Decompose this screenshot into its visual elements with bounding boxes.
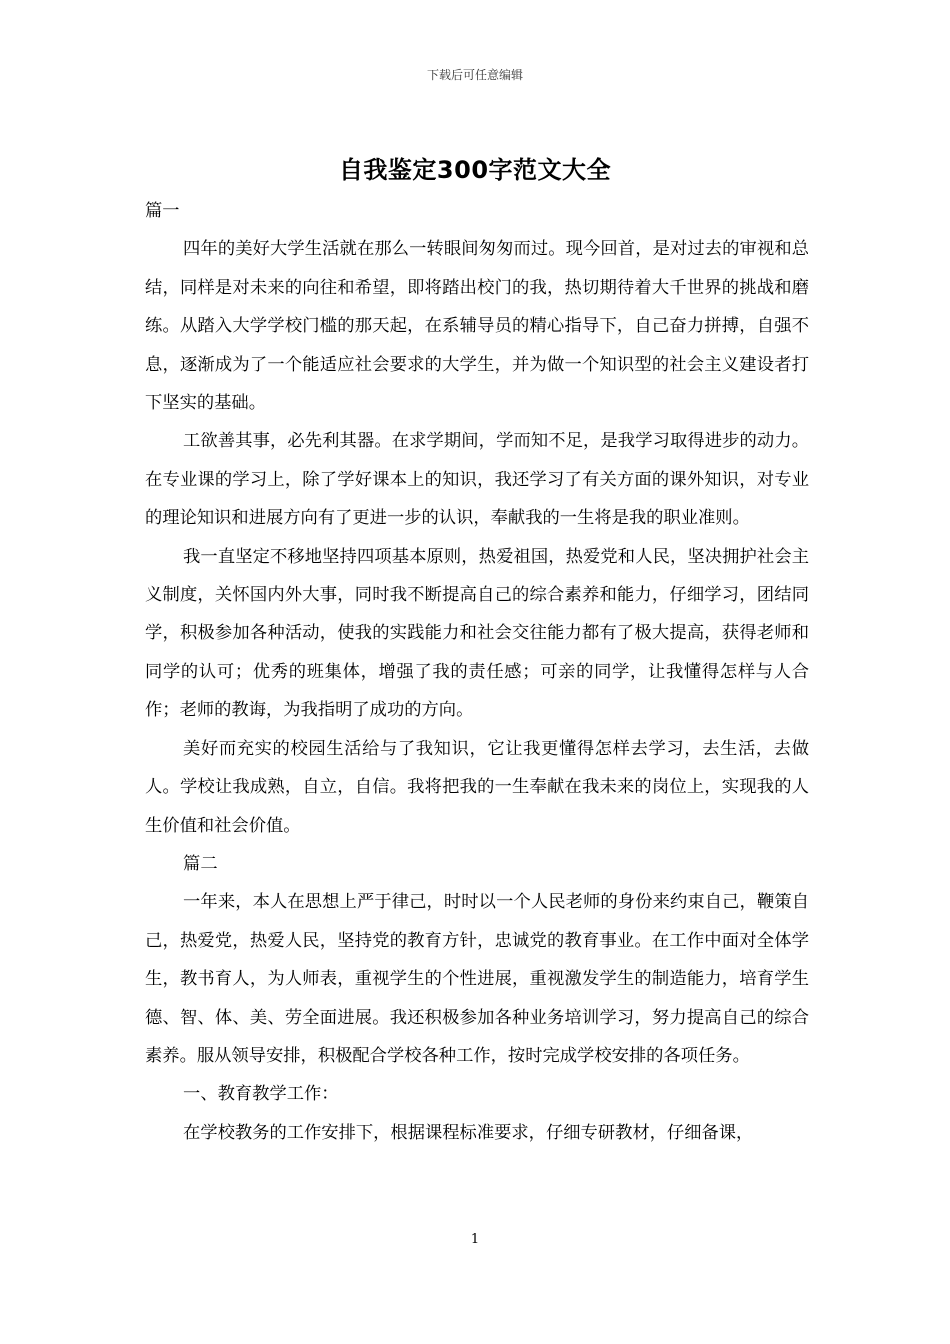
page-number: 1	[470, 1232, 480, 1247]
document-body	[145, 192, 809, 1152]
document-title: 自我鉴定300字范文大全	[338, 156, 612, 184]
paragraph: 四年的美好大学生活就在那么一转眼间匆匆而过。现今回首，是对过去的审视和总结，同样是对未来的向往和希望，即将踏出校门的我，热切期待着大千世界的挑战和磨练。从踏入大学学校门槛的那天起，在系辅导员的精心指导下，自己奋力拼搏，自强不息，逐渐成为了一个能适应社会要求的大学生，并为做一个知识型的社会主义建设者打下坚实的基础。	[145, 239, 809, 414]
paragraph: 在学校教务的工作安排下，根据课程标准要求，仔细专研教材，仔细备课，	[183, 1122, 754, 1143]
section-heading-1: 篇一	[145, 201, 180, 221]
page-header-note: 下载后可任意编辑	[426, 68, 523, 82]
section-heading-2: 篇二	[183, 853, 218, 874]
paragraph: 美好而充实的校园生活给与了我知识，它让我更懂得怎样去学习，去生活，去做人。学校让我成熟，自立，自信。我将把我的一生奉献在我未来的岗位上，实现我的人生价值和社会价值。	[145, 738, 809, 836]
paragraph: 工欲善其事，必先利其器。在求学期间，学而知不足，是我学习取得进步的动力。在专业课的学习上，除了学好课本上的知识，我还学习了有关方面的课外知识，对专业的理论知识和进展方向有了更进一步的认识，奉献我的一生将是我的职业准则。	[145, 431, 809, 529]
subsection-heading: 一、教育教学工作：	[183, 1084, 339, 1105]
paragraph: 我一直坚定不移地坚持四项基本原则，热爱祖国，热爱党和人民，坚决拥护社会主义制度，关怀国内外大事，同时我不断提高自己的综合素养和能力，仔细学习，团结同学，积极参加各种活动，使我的实践能力和社会交往能力都有了极大提高，获得老师和同学的认可；优秀的班集体，增强了我的责任感；可亲的同学，让我懂得怎样与人合作；老师的教诲，为我指明了成功的方向。	[145, 546, 809, 721]
paragraph: 一年来，本人在思想上严于律己，时时以一个人民老师的身份来约束自己，鞭策自己，热爱党，热爱人民，坚持党的教育方针，忠诚党的教育事业。在工作中面对全体学生，教书育人，为人师表，重视学生的个性进展，重视激发学生的制造能力，培育学生德、智、体、美、劳全面进展。我还积极参加各种业务培训学习，努力提高自己的综合素养。服从领导安排，积极配合学校各种工作，按时完成学校安排的各项任务。	[145, 892, 809, 1066]
